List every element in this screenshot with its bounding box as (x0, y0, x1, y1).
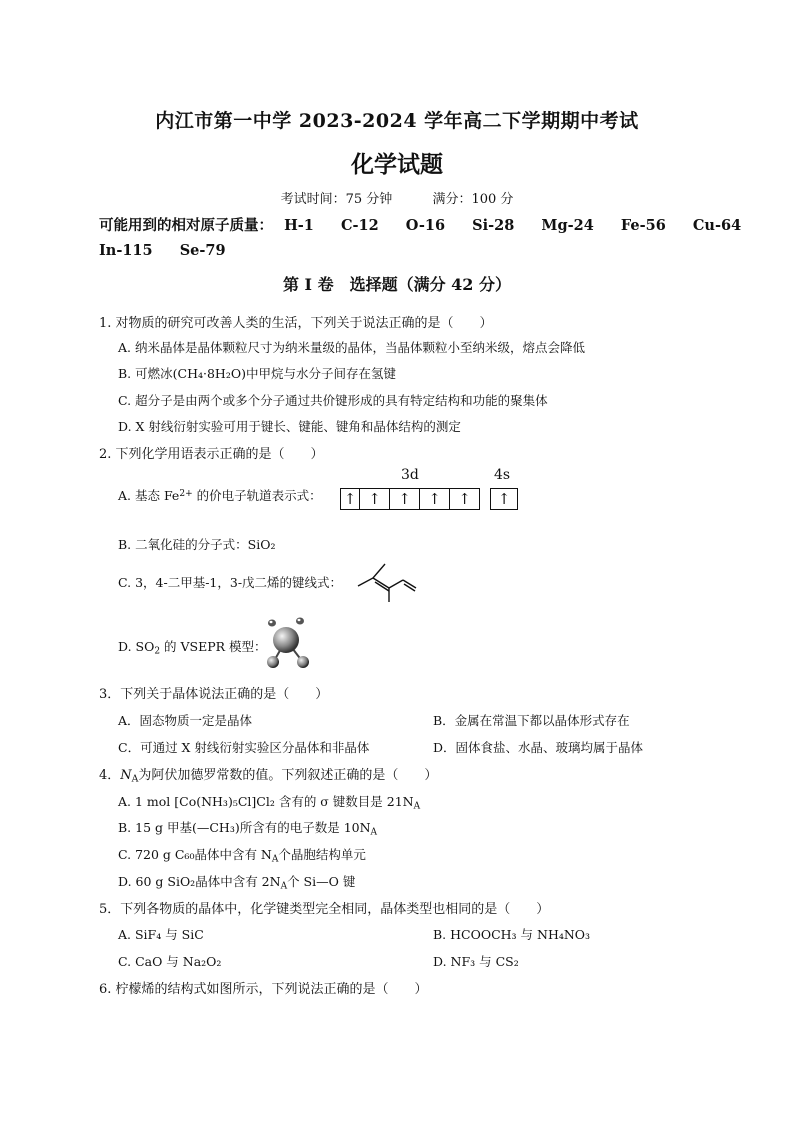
q4-d-suffix: 个 Si—O 键 (287, 874, 356, 889)
lone-pair-shape (296, 618, 304, 625)
orbital-box: ↑ (360, 488, 390, 510)
mass-o: O-16 (405, 217, 446, 234)
q4-number: 4． (99, 768, 121, 783)
q5-option-a: A. SiF₄ 与 SiC (118, 927, 204, 942)
q4-a-sub: A (413, 801, 421, 812)
q3-option-b: B．金属在常温下都以晶体形式存在 (433, 713, 630, 728)
vsepr-model-image (262, 614, 320, 672)
orbital-4s-boxes (490, 488, 518, 510)
q6-stem: 6. 柠檬烯的结构式如图所示，下列说法正确的是（ ） (99, 982, 428, 997)
q2-d-suffix: 的 VSEPR 模型： (160, 639, 267, 654)
q3-option-c: C．可通过 X 射线衍射实验区分晶体和非晶体 (118, 740, 370, 755)
atomic-mass-line (99, 214, 741, 235)
q2-option-d (118, 637, 267, 656)
q2-d-sub: 2 (154, 646, 161, 657)
q4-stem (99, 764, 437, 784)
q3-option-a: A．固态物质一定是晶体 (118, 713, 253, 728)
q1-stem: 1. 对物质的研究可改善人类的生活，下列关于说法正确的是（ ） (99, 316, 493, 331)
q3-option-d: D．固体食盐、水晶、玻璃均属于晶体 (433, 740, 644, 755)
mass-h: H-1 (284, 217, 314, 234)
q4-c-text: C. 720 g C₆₀晶体中含有 N (118, 847, 272, 862)
outer-atom-sphere (297, 656, 309, 668)
double-bond-line (404, 584, 415, 591)
q2-option-c: C. 3，4-二甲基-1，3-戊二烯的键线式： (118, 575, 343, 590)
q5-stem: 5．下列各物质的晶体中，化学键类型完全相同，晶体类型也相同的是（ ） (99, 902, 550, 917)
q5-option-c: C. CaO 与 Na₂O₂ (118, 954, 222, 969)
q4-d-text: D. 60 g SiO₂晶体中含有 2N (118, 874, 281, 889)
mass-c: C-12 (340, 217, 379, 234)
orbital-box: ↑ (390, 488, 420, 510)
q4-option-d (118, 872, 355, 891)
section-title: 第 I 卷 选择题（满分 42 分） (282, 275, 512, 294)
mass-cu: Cu-64 (692, 217, 742, 234)
exam-title: 内江市第一中学 2023-2024 学年高二下学期期中考试 (155, 110, 639, 132)
orbital-box: ↑ (490, 488, 518, 510)
mass-si: Si-28 (472, 217, 515, 234)
exam-score: 满分：100 分 (432, 192, 514, 207)
q4-b-sub: A (370, 827, 378, 838)
q1-option-c: C. 超分子是由两个或多个分子通过共价键形成的具有特定结构和功能的聚集体 (118, 393, 548, 408)
q4-c-sub: A (271, 854, 279, 865)
q4-stem-text: 为阿伏加德罗常数的值。下列叙述正确的是（ ） (138, 768, 438, 783)
atomic-mass-label: 可能用到的相对原子质量： (99, 217, 273, 234)
orbital-box: ↑ (420, 488, 450, 510)
q4-b-text: B. 15 g 甲基(—CH₃)所含有的电子数是 10N (118, 820, 371, 835)
orbital-box: ↑ (450, 488, 480, 510)
q4-option-b (118, 818, 377, 837)
lone-pair-shape (268, 620, 276, 627)
q2-option-a (118, 486, 322, 504)
exam-meta (0, 188, 794, 207)
mass-in: In-115 (99, 242, 153, 259)
q4-c-suffix: 个晶胞结构单元 (278, 847, 366, 862)
q4-option-c (118, 845, 366, 864)
q4-option-a (118, 792, 420, 811)
q3-stem: 3．下列关于晶体说法正确的是（ ） (99, 687, 329, 702)
q2-stem: 2. 下列化学用语表示正确的是（ ） (99, 447, 324, 462)
q5-option-d: D. NF₃ 与 CS₂ (433, 954, 519, 969)
mass-mg: Mg-24 (541, 217, 594, 234)
orbital-3d-boxes (340, 488, 480, 510)
q5-option-b: B. HCOOCH₃ 与 NH₄NO₃ (433, 927, 591, 942)
atomic-mass-line-2 (99, 242, 248, 259)
exam-time: 考试时间：75 分钟 (280, 192, 393, 207)
q4-d-sub: A (280, 881, 288, 892)
q2-a-suffix: 的价电子轨道表示式： (192, 488, 322, 503)
orbital-3d-label: 3d (401, 467, 419, 483)
q2-d-prefix: D. SO (118, 639, 155, 654)
q1-option-b: B. 可燃冰(CH₄·8H₂O)中甲烷与水分子间存在氢键 (118, 366, 396, 381)
q1-option-d: D. X 射线衍射实验可用于键长、键能、键角和晶体结构的测定 (118, 419, 461, 434)
outer-atom-sphere (267, 656, 279, 668)
bond-line (389, 580, 403, 588)
q4-na: N (120, 768, 132, 783)
q1-option-a: A. 纳米晶体是晶体颗粒尺寸为纳米量级的晶体，当晶体颗粒小至纳米级，熔点会降低 (118, 340, 585, 355)
central-atom-sphere (273, 627, 299, 653)
mass-fe: Fe-56 (620, 217, 666, 234)
subject-title: 化学试题 (351, 151, 443, 178)
diene-skeletal-formula (355, 558, 419, 604)
q4-na-sub: A (131, 773, 139, 785)
orbital-box: ↑ (340, 488, 360, 510)
q2-a-prefix: A. 基态 Fe (118, 488, 180, 503)
mass-se: Se-79 (179, 242, 226, 259)
q2-a-sup: 2+ (179, 488, 193, 499)
q4-a-text: A. 1 mol [Co(NH₃)₅Cl]Cl₂ 含有的 σ 键数目是 21N (118, 794, 414, 809)
q2-option-b: B. 二氧化硅的分子式：SiO₂ (118, 537, 276, 552)
orbital-4s-label: 4s (494, 467, 511, 483)
